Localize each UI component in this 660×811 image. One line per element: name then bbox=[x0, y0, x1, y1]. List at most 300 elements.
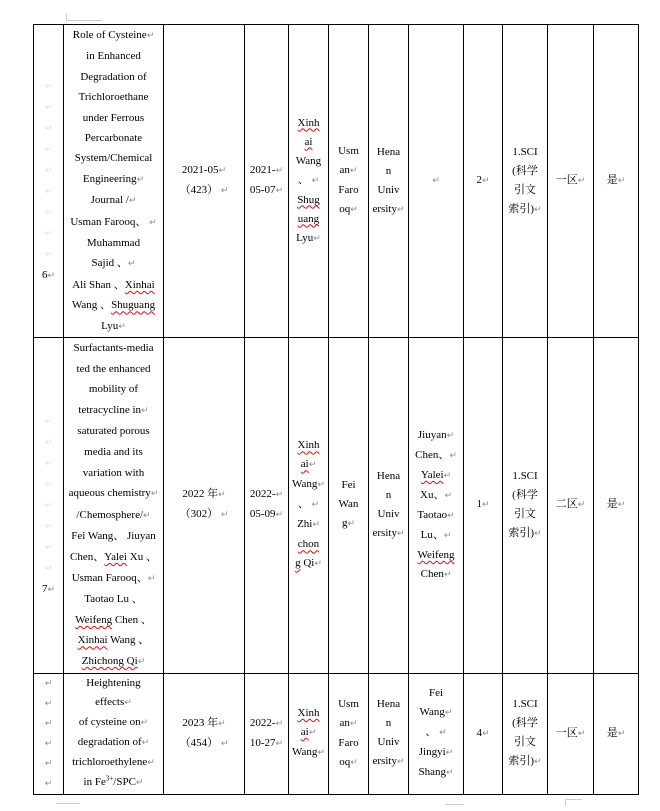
cell-affiliation[interactable] bbox=[369, 25, 409, 338]
paragraph-mark-icon: ↵ bbox=[396, 757, 405, 768]
cell-line bbox=[331, 753, 366, 773]
cell-is-indexed[interactable] bbox=[594, 673, 639, 794]
cell-line bbox=[36, 432, 61, 453]
cell-line bbox=[411, 565, 461, 585]
cell-line bbox=[66, 148, 161, 168]
cell-line bbox=[36, 734, 61, 754]
cell-line bbox=[411, 426, 461, 446]
cell-is-indexed[interactable] bbox=[594, 338, 639, 674]
paragraph-mark-icon: ↵ bbox=[135, 778, 144, 789]
paragraph-mark-icon: ↵ bbox=[275, 186, 284, 197]
text-segment: ersity bbox=[372, 202, 397, 215]
cell-line bbox=[291, 229, 326, 249]
cell-author-rank[interactable] bbox=[464, 25, 503, 338]
paragraph-mark-icon: ↵ bbox=[44, 82, 53, 93]
text-segment: Zhi bbox=[297, 518, 313, 531]
paragraph-mark-icon: ↵ bbox=[44, 187, 53, 198]
paragraph-mark-icon: ↵ bbox=[146, 31, 155, 41]
spellcheck-flagged-text: Weifeng bbox=[75, 613, 113, 626]
cell-line bbox=[331, 734, 366, 753]
cell-line bbox=[411, 466, 461, 486]
cell-index[interactable] bbox=[34, 338, 64, 674]
text-segment: Hena bbox=[376, 469, 401, 482]
cell-line bbox=[550, 495, 591, 515]
paragraph-mark-icon: ↵ bbox=[445, 768, 454, 779]
cell-index[interactable] bbox=[34, 673, 64, 794]
cell-corresponding-authors[interactable] bbox=[289, 673, 329, 794]
cell-line bbox=[36, 244, 61, 265]
cell-line bbox=[36, 265, 61, 286]
text-segment: 1.SCI bbox=[512, 698, 538, 711]
text-segment: Role of Cysteine bbox=[72, 29, 147, 41]
cell-line bbox=[371, 714, 406, 733]
spellcheck-flagged-text: Shug bbox=[297, 193, 320, 206]
text-segment: Usm bbox=[338, 697, 359, 710]
cell-title-authors[interactable] bbox=[64, 338, 164, 674]
text-segment: 是 bbox=[606, 498, 618, 511]
cell-line bbox=[331, 476, 366, 495]
paragraph-mark-icon: ↵ bbox=[127, 259, 136, 270]
cell-line bbox=[505, 524, 545, 544]
text-segment: 索引) bbox=[508, 202, 535, 215]
cell-co-authors[interactable] bbox=[409, 338, 464, 674]
cell-line bbox=[291, 210, 326, 229]
cell-line bbox=[66, 773, 161, 793]
text-segment: Wan bbox=[338, 498, 359, 511]
cell-line bbox=[66, 568, 161, 590]
paragraph-mark-icon: ↵ bbox=[44, 166, 53, 177]
text-segment: 2023 年 bbox=[182, 716, 219, 729]
text-segment: Wang bbox=[419, 706, 445, 719]
cell-line bbox=[66, 651, 161, 673]
cell-line bbox=[411, 546, 461, 565]
cell-line bbox=[66, 25, 161, 46]
cell-line bbox=[66, 233, 161, 253]
cell-line bbox=[66, 463, 161, 484]
cell-line bbox=[66, 693, 161, 713]
text-segment: Jingyi bbox=[418, 746, 446, 759]
paragraph-mark-icon: ↵ bbox=[147, 758, 155, 769]
text-segment: Taotao Lu 、 bbox=[84, 593, 143, 606]
cell-line bbox=[466, 171, 500, 191]
cell-affiliation[interactable] bbox=[369, 338, 409, 674]
paragraph-mark-icon: ↵ bbox=[396, 204, 405, 215]
cell-line bbox=[291, 743, 326, 763]
paragraph-mark-icon: ↵ bbox=[349, 718, 358, 729]
table-body bbox=[34, 25, 639, 795]
cell-line bbox=[66, 169, 161, 190]
cell-line bbox=[36, 774, 61, 794]
paragraph-mark-icon: ↵ bbox=[534, 757, 542, 768]
cell-line bbox=[291, 515, 326, 535]
text-segment: 1 bbox=[476, 498, 482, 511]
text-segment: 1.SCI bbox=[512, 469, 538, 482]
text-segment: Usman Farooq、 bbox=[71, 571, 148, 584]
cell-line bbox=[66, 275, 161, 295]
paragraph-mark-icon: ↵ bbox=[44, 542, 53, 553]
paragraph-mark-icon: ↵ bbox=[140, 718, 149, 729]
text-segment: Wang 、 bbox=[71, 299, 112, 312]
cell-journal-quartile[interactable] bbox=[548, 673, 594, 794]
paragraph-mark-icon: ↵ bbox=[312, 520, 320, 531]
cell-line bbox=[411, 446, 461, 466]
paragraph-mark-icon: ↵ bbox=[577, 176, 586, 187]
text-segment: Degradation of bbox=[80, 70, 147, 83]
paragraph-mark-icon: ↵ bbox=[444, 490, 452, 501]
cell-line bbox=[66, 295, 161, 315]
paragraph-mark-icon: ↵ bbox=[44, 124, 53, 135]
text-segment: Percarbonate bbox=[84, 132, 143, 145]
cell-line bbox=[66, 253, 161, 274]
cell-line bbox=[66, 610, 161, 631]
cell-line bbox=[331, 495, 366, 514]
text-segment: 6 bbox=[41, 269, 48, 282]
cell-line bbox=[291, 554, 326, 574]
page-artifact bbox=[56, 803, 80, 804]
paragraph-mark-icon: ↵ bbox=[220, 510, 229, 521]
cell-journal-quartile[interactable] bbox=[548, 338, 594, 674]
cell-line bbox=[36, 714, 61, 734]
cell-line bbox=[66, 630, 161, 651]
cell-line bbox=[66, 359, 161, 380]
spellcheck-flagged-text: g bbox=[295, 557, 301, 570]
paragraph-mark-icon: ↵ bbox=[149, 217, 157, 228]
cell-line bbox=[466, 495, 500, 515]
paragraph-mark-icon: ↵ bbox=[577, 728, 586, 739]
cell-line bbox=[291, 171, 326, 191]
spellcheck-flagged-text: Yalei bbox=[104, 551, 127, 564]
cell-line bbox=[371, 486, 406, 505]
text-segment: Muhammad bbox=[86, 237, 141, 250]
text-segment: ted the enhanced bbox=[76, 362, 151, 375]
cell-line bbox=[36, 160, 61, 181]
text-segment: 是 bbox=[606, 726, 618, 739]
text-segment: 索引) bbox=[508, 526, 535, 539]
paragraph-mark-icon: ↵ bbox=[44, 758, 53, 769]
paragraph-mark-icon: ↵ bbox=[150, 489, 159, 500]
paragraph-mark-icon: ↵ bbox=[534, 204, 542, 215]
text-segment: 引文 bbox=[514, 736, 536, 749]
text-segment: Ali Shan 、 bbox=[72, 278, 125, 291]
spellcheck-flagged-text: Zhichong Qi bbox=[81, 655, 138, 667]
cell-line bbox=[371, 524, 406, 544]
paragraph-mark-icon: ↵ bbox=[44, 698, 53, 709]
text-segment: Univ bbox=[377, 736, 400, 749]
cell-year-volume[interactable] bbox=[164, 673, 245, 794]
text-segment: （302） bbox=[179, 508, 221, 521]
text-segment: Wang bbox=[292, 746, 318, 759]
paragraph-mark-icon: ↵ bbox=[311, 500, 320, 511]
cell-publish-date[interactable] bbox=[245, 338, 289, 674]
cell-line bbox=[291, 455, 326, 475]
text-segment: in Fe bbox=[83, 776, 106, 789]
table-row-7 bbox=[34, 338, 639, 674]
cell-line bbox=[505, 162, 545, 181]
spellcheck-flagged-text: Xinh bbox=[297, 707, 320, 720]
cell-line bbox=[66, 733, 161, 753]
cell-line bbox=[505, 143, 545, 162]
cell-line bbox=[66, 212, 161, 233]
cell-line bbox=[36, 139, 61, 160]
spellcheck-flagged-text: Weifeng bbox=[417, 548, 455, 561]
cell-line bbox=[411, 743, 461, 763]
paragraph-mark-icon: ↵ bbox=[347, 519, 356, 530]
text-segment: saturated porous bbox=[77, 425, 150, 438]
paragraph-mark-icon: ↵ bbox=[311, 175, 320, 186]
cell-index[interactable] bbox=[34, 25, 64, 338]
text-segment: Lyu bbox=[101, 319, 119, 332]
cell-line bbox=[331, 161, 366, 181]
cell-line bbox=[66, 338, 161, 359]
page-artifact bbox=[66, 20, 102, 21]
cell-line bbox=[66, 87, 161, 107]
cell-line bbox=[36, 97, 61, 118]
cell-line bbox=[291, 495, 326, 515]
cell-corresponding-authors[interactable] bbox=[289, 25, 329, 338]
text-segment: Hena bbox=[376, 698, 401, 711]
cell-co-authors[interactable] bbox=[409, 673, 464, 794]
cell-first-author[interactable] bbox=[329, 673, 369, 794]
text-segment: effects bbox=[95, 696, 125, 709]
cell-line bbox=[66, 190, 161, 211]
cell-line bbox=[505, 733, 545, 752]
text-segment: Xu 、 bbox=[127, 551, 157, 564]
paragraph-mark-icon: ↵ bbox=[534, 528, 542, 539]
cell-line bbox=[505, 752, 545, 772]
text-segment: n bbox=[385, 717, 392, 730]
cell-line bbox=[291, 535, 326, 554]
cell-line bbox=[411, 506, 461, 526]
text-segment: Univ bbox=[377, 507, 400, 520]
cell-line bbox=[371, 505, 406, 524]
cell-line bbox=[331, 714, 366, 734]
cell-line bbox=[291, 152, 326, 171]
text-segment: 、 bbox=[425, 726, 440, 739]
text-segment: 、 bbox=[297, 498, 312, 511]
paragraph-mark-icon: ↵ bbox=[44, 416, 53, 427]
paragraph-mark-icon: ↵ bbox=[44, 479, 53, 490]
text-segment: 05-07 bbox=[249, 184, 276, 197]
cell-affiliation[interactable] bbox=[369, 673, 409, 794]
cell-line bbox=[505, 505, 545, 524]
text-segment: Univ bbox=[377, 183, 400, 196]
cell-first-author[interactable] bbox=[329, 338, 369, 674]
text-segment: mobility of bbox=[88, 383, 139, 396]
cell-line bbox=[66, 400, 161, 422]
paragraph-mark-icon: ↵ bbox=[350, 205, 358, 216]
cell-line bbox=[36, 694, 61, 714]
text-segment: of cysteine on bbox=[78, 716, 141, 729]
text-segment: Fei bbox=[428, 687, 444, 700]
text-segment: 一区 bbox=[555, 174, 578, 187]
cell-line bbox=[371, 752, 406, 772]
paragraph-mark-icon: ↵ bbox=[137, 657, 146, 667]
cell-line bbox=[371, 143, 406, 162]
text-segment: Trichloroethane bbox=[78, 91, 149, 104]
text-segment: n bbox=[385, 164, 392, 177]
cell-line bbox=[505, 181, 545, 200]
cell-author-rank[interactable] bbox=[464, 338, 503, 674]
text-segment: 是 bbox=[606, 174, 618, 187]
spellcheck-flagged-text: Yalei bbox=[420, 468, 444, 481]
text-segment: Faro bbox=[338, 184, 359, 197]
text-segment: degradation of bbox=[77, 736, 142, 749]
spellcheck-flagged-text: Shuguang bbox=[111, 299, 156, 312]
text-segment: System/Chemical bbox=[74, 152, 153, 165]
text-segment: ersity bbox=[372, 526, 397, 539]
cell-line bbox=[411, 526, 461, 546]
text-segment: Lu、 bbox=[420, 528, 444, 541]
cell-year-volume[interactable] bbox=[164, 25, 245, 338]
cell-line bbox=[166, 485, 242, 505]
cell-line bbox=[505, 714, 545, 733]
text-segment: under Ferrous bbox=[82, 111, 145, 124]
text-segment: Usm bbox=[338, 145, 359, 158]
paragraph-mark-icon: ↵ bbox=[220, 186, 229, 197]
cell-title-authors[interactable] bbox=[64, 25, 164, 338]
spellcheck-flagged-text: ai bbox=[300, 458, 309, 471]
text-segment: Chen、 bbox=[70, 551, 105, 564]
cell-line bbox=[166, 505, 242, 525]
cell-corresponding-authors[interactable] bbox=[289, 338, 329, 674]
text-segment: Chen 、 bbox=[112, 613, 152, 626]
paragraph-mark-icon: ↵ bbox=[481, 500, 490, 511]
spellcheck-flagged-text: Xinhai bbox=[77, 634, 108, 647]
cell-line bbox=[66, 46, 161, 66]
text-segment: Xu、 bbox=[420, 488, 445, 501]
paragraph-mark-icon: ↵ bbox=[218, 490, 226, 501]
cell-line bbox=[331, 514, 366, 534]
paragraph-mark-icon: ↵ bbox=[44, 103, 53, 114]
text-segment: 一区 bbox=[555, 726, 578, 739]
text-segment: 引文 bbox=[514, 507, 536, 520]
cell-line bbox=[247, 734, 286, 754]
text-segment: Qi bbox=[300, 557, 315, 570]
spellcheck-flagged-text: ai bbox=[304, 135, 313, 148]
text-segment: (科学 bbox=[512, 164, 538, 177]
cell-index-type[interactable] bbox=[503, 338, 548, 674]
cell-line bbox=[371, 181, 406, 200]
page-artifact bbox=[565, 799, 566, 806]
cell-line bbox=[36, 495, 61, 516]
text-segment: Fei bbox=[341, 479, 356, 492]
cell-line bbox=[247, 485, 286, 505]
spellcheck-flagged-text: Xinhai bbox=[124, 278, 155, 291]
text-segment: Fei Wang、 Jiuyan bbox=[71, 530, 156, 543]
cell-line bbox=[596, 171, 636, 191]
text-segment: /Chemosphere/ bbox=[76, 508, 144, 521]
paragraph-mark-icon: ↵ bbox=[314, 559, 322, 570]
paragraph-mark-icon: ↵ bbox=[350, 757, 358, 768]
paragraph-mark-icon: ↵ bbox=[617, 176, 626, 187]
cell-year-volume[interactable] bbox=[164, 338, 245, 674]
cell-line bbox=[36, 411, 61, 432]
paragraph-mark-icon: ↵ bbox=[141, 405, 149, 416]
paragraph-mark-icon: ↵ bbox=[308, 728, 317, 739]
cell-line bbox=[36, 754, 61, 774]
text-segment: 2022- bbox=[249, 716, 276, 729]
cell-title-authors[interactable] bbox=[64, 673, 164, 794]
text-segment: Hena bbox=[376, 145, 401, 158]
text-segment: （454） bbox=[179, 736, 221, 749]
cell-first-author[interactable] bbox=[329, 25, 369, 338]
paragraph-mark-icon: ↵ bbox=[220, 738, 229, 749]
cell-line bbox=[247, 161, 286, 181]
cell-index-type[interactable] bbox=[503, 25, 548, 338]
cell-co-authors[interactable] bbox=[409, 25, 464, 338]
paragraph-mark-icon: ↵ bbox=[577, 500, 586, 511]
cell-line bbox=[36, 558, 61, 579]
cell-line bbox=[66, 674, 161, 693]
spellcheck-flagged-text: uang bbox=[297, 212, 320, 225]
cell-line bbox=[66, 526, 161, 547]
text-segment: 05-09 bbox=[249, 508, 276, 521]
text-segment: 2021-05 bbox=[181, 164, 219, 177]
cell-is-indexed[interactable] bbox=[594, 25, 639, 338]
cell-line bbox=[66, 589, 161, 610]
text-segment: oq bbox=[339, 755, 351, 768]
cell-line bbox=[166, 714, 242, 734]
text-segment: Taotao bbox=[417, 508, 448, 521]
cell-publish-date[interactable] bbox=[245, 25, 289, 338]
text-segment: Sajid 、 bbox=[91, 257, 128, 270]
paragraph-mark-icon: ↵ bbox=[44, 718, 53, 729]
cell-journal-quartile[interactable] bbox=[548, 25, 594, 338]
cell-line bbox=[371, 200, 406, 220]
paragraph-mark-icon: ↵ bbox=[147, 573, 156, 584]
paragraph-mark-icon: ↵ bbox=[443, 569, 452, 580]
cell-line bbox=[66, 753, 161, 773]
cell-line bbox=[291, 436, 326, 455]
paragraph-mark-icon: ↵ bbox=[449, 450, 457, 461]
text-segment: 10-27 bbox=[249, 736, 276, 749]
cell-line bbox=[411, 171, 461, 191]
text-segment: Heightening bbox=[86, 677, 141, 690]
cell-line bbox=[66, 108, 161, 128]
paragraph-mark-icon: ↵ bbox=[275, 166, 284, 177]
text-segment: g bbox=[341, 517, 348, 530]
page-artifact bbox=[565, 799, 582, 800]
paragraph-mark-icon: ↵ bbox=[44, 208, 53, 219]
paragraph-mark-icon: ↵ bbox=[218, 166, 227, 177]
paragraph-mark-icon: ↵ bbox=[44, 437, 53, 448]
paragraph-mark-icon: ↵ bbox=[143, 510, 151, 521]
spellcheck-flagged-text: Xinh bbox=[297, 116, 320, 129]
text-segment: (科学 bbox=[512, 488, 538, 501]
publications-table bbox=[33, 24, 639, 795]
cell-line bbox=[596, 724, 636, 744]
cell-line bbox=[291, 133, 326, 152]
text-segment: 索引) bbox=[508, 755, 535, 768]
paragraph-mark-icon: ↵ bbox=[443, 470, 452, 481]
cell-index-type[interactable] bbox=[503, 673, 548, 794]
cell-line bbox=[166, 161, 242, 181]
paragraph-mark-icon: ↵ bbox=[118, 321, 126, 332]
superscript-text: 3+ bbox=[105, 774, 114, 783]
cell-line bbox=[371, 695, 406, 714]
text-segment: /SPC bbox=[113, 776, 136, 789]
cell-line bbox=[36, 579, 61, 600]
paragraph-mark-icon: ↵ bbox=[447, 510, 455, 521]
text-segment: ersity bbox=[372, 755, 397, 768]
paragraph-mark-icon: ↵ bbox=[44, 778, 53, 789]
text-segment: 、 bbox=[297, 173, 312, 186]
cell-publish-date[interactable] bbox=[245, 673, 289, 794]
paragraph-mark-icon: ↵ bbox=[275, 738, 284, 749]
paragraph-mark-icon: ↵ bbox=[44, 678, 53, 689]
paragraph-mark-icon: ↵ bbox=[275, 718, 284, 729]
cell-author-rank[interactable] bbox=[464, 673, 503, 794]
